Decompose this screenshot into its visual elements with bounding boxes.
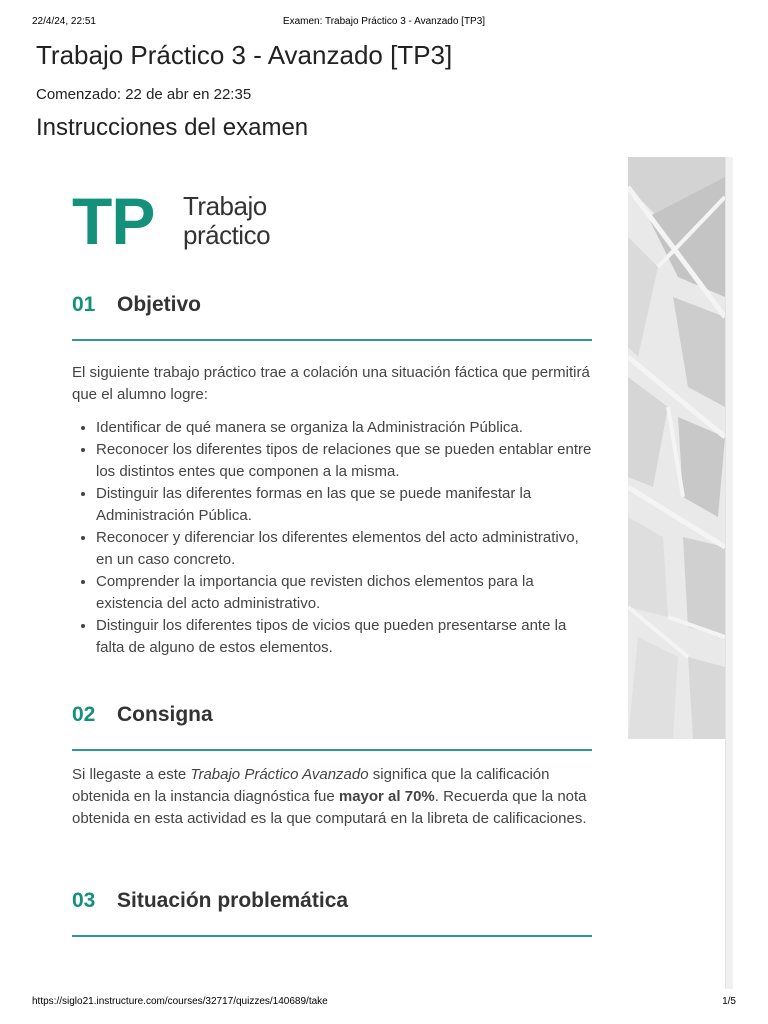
section-number: 03 (72, 889, 96, 912)
section-header-consigna (72, 703, 592, 751)
logo-word-practico: práctico (183, 220, 271, 250)
consigna-text-part: . Recuerda que la nota obtenida en esta actividad es la que computará en la libreta de calificaciones. (72, 788, 587, 827)
page-title: Trabajo Práctico 3 - Avanzado [TP3] (36, 40, 453, 70)
print-url: https://siglo21.instructure.com/courses/32717/quizzes/140689/take (32, 996, 328, 1007)
consigna-bold: mayor al 70% (338, 788, 435, 805)
list-item: • Comprender la importancia que revisten dichos elementos para la existencia del acto administrativo. (96, 571, 592, 615)
section-number: 01 (72, 293, 96, 316)
section-title: Objetivo (117, 293, 202, 316)
consigna-italic: Trabajo Práctico Avanzado (190, 766, 369, 783)
section-title: Situación problemática (117, 889, 349, 912)
decorative-side-image (628, 157, 725, 739)
page-number: 1/5 (722, 996, 736, 1007)
section-title: Consigna (117, 703, 213, 726)
section-number: 02 (72, 703, 96, 726)
instructions-title: Instrucciones del examen (36, 114, 309, 141)
list-item: • Identificar de qué manera se organiza la Administración Pública. (96, 417, 592, 439)
started-timestamp: Comenzado: 22 de abr en 22:35 (36, 86, 252, 103)
consigna-text (72, 764, 592, 830)
list-item: • Distinguir las diferentes formas en las que se puede manifestar la Administración Pública. (96, 483, 592, 527)
list-item: • Reconocer los diferentes tipos de relaciones que se pueden entablar entre los distintos entes que componen a la misma. (96, 439, 592, 483)
objetivo-list (72, 417, 592, 659)
list-item: • Distinguir los diferentes tipos de vicios que pueden presentarse ante la falta de alguno de estos elementos. (96, 615, 592, 659)
print-title: Examen: Trabajo Práctico 3 - Avanzado [TP3] (282, 16, 486, 27)
consigna-text-part: Si llegaste a este (72, 766, 191, 783)
print-date: 22/4/24, 22:51 (32, 16, 96, 27)
section-header-objetivo (72, 293, 592, 341)
print-header (32, 16, 736, 30)
list-item: • Reconocer y diferenciar los diferentes elementos del acto administrativo, en un caso concreto. (96, 527, 592, 571)
print-footer (32, 996, 736, 1010)
consigna-text-part: significa que la calificación obtenida en la instancia diagnóstica fue (72, 766, 550, 805)
logo-tp-text: TP (72, 184, 155, 258)
objetivo-intro: El siguiente trabajo práctico trae a colación una situación fáctica que permitirá que el alumno logre: (72, 364, 590, 403)
logo-words (183, 192, 270, 250)
scrollbar[interactable] (725, 157, 733, 989)
logo-word-trabajo: Trabajo (183, 191, 267, 221)
section-header-situacion (72, 889, 592, 937)
